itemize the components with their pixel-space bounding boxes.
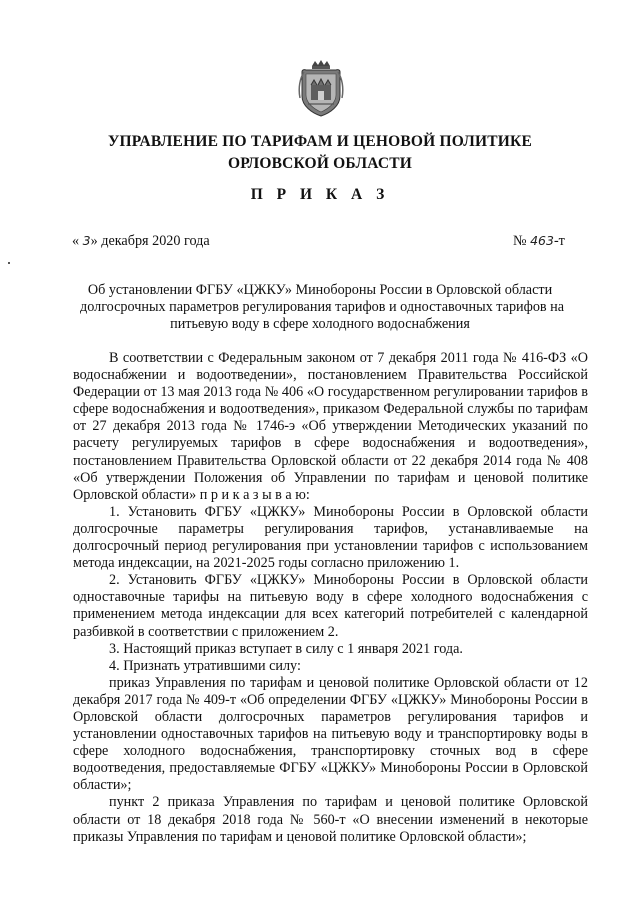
organization-name-line1: УПРАВЛЕНИЕ ПО ТАРИФАМ И ЦЕНОВОЙ ПОЛИТИКЕ	[107, 133, 533, 150]
date-month-year: » декабря 2020 года	[90, 233, 210, 249]
date-day-handwritten: 3	[82, 233, 91, 248]
organization-name-line2: ОРЛОВСКОЙ ОБЛАСТИ	[227, 155, 413, 172]
scan-mark	[8, 262, 10, 264]
document-subject	[80, 282, 565, 333]
coat-of-arms-emblem	[298, 58, 344, 118]
body-paragraph-item-1: 1. Установить ФГБУ «ЦЖКУ» Минобороны России в Орловской области долгосрочные параметры регулирования тарифов, устанавливаемые на долгосрочный период регулирования при установлении тарифов с использованием метода индексации, на 2021-2025 годы согласно приложению 1.	[73, 503, 588, 572]
number-handwritten: 463	[530, 233, 554, 248]
date-open-quote: «	[72, 233, 80, 249]
number-prefix: №	[513, 233, 527, 249]
body-paragraph-item-2: 2. Установить ФГБУ «ЦЖКУ» Минобороны России в Орловской области одноставочные тарифы на питьевую воду в сфере холодного водоснабжения с применением метода индексации для всех категорий потребителей с календарной разбивкой в соответствии с приложением 2.	[73, 572, 588, 640]
subject-line: долгосрочных параметров регулирования тарифов и одноставочных тарифов на	[80, 299, 565, 315]
document-body	[73, 350, 588, 846]
document-number	[513, 233, 565, 250]
document-date	[72, 233, 210, 250]
body-paragraph-item-3: 3. Настоящий приказ вступает в силу с 1 января 2021 года.	[109, 640, 463, 657]
body-paragraph-repealed-order-1: приказ Управления по тарифам и ценовой политике Орловской области от 12 декабря 2017 года № 409-т «Об определении ФГБУ «ЦЖКУ» Минобороны России в Орловской области долгосрочных параметров регулирования тарифов и установлении одноставочных тарифов на питьевую воду и транспортировку воды в сфере холодного водоснабжения, транспортировку сточных вод в сфере водоотведения, предоставляемые ФГБУ «ЦЖКУ» Минобороны России в Орловской области»;	[73, 674, 588, 794]
document-type-title: П Р И К А З	[250, 186, 390, 203]
body-paragraph-preamble: В соответствии с Федеральным законом от 7 декабря 2011 года № 416-ФЗ «О водоснабжении и водоотведении», постановлением Правительства Российской Федерации от 13 мая 2013 года № 406 «О государственном регулировании тарифов в сфере водоснабжения и водоотведения», приказом Федеральной службы по тарифам от 27 декабря 2013 года № 1746-э «Об утверждении Методических указаний по расчету регулируемых тарифов в сфере водоснабжения и водоотведения», постановлением Правительства Орловской области от 22 декабря 2014 года № 408 «Об утверждении Положения об Управлении по тарифам и ценовой политике Орловской области» п р и к а з ы в а ю:	[73, 350, 588, 503]
subject-line: питьевую воду в сфере холодного водоснабжения	[170, 316, 470, 332]
subject-line: Об установлении ФГБУ «ЦЖКУ» Минобороны России в Орловской области	[87, 282, 553, 298]
body-paragraph-item-4: 4. Признать утратившими силу:	[109, 657, 301, 674]
number-suffix: -т	[553, 233, 565, 249]
body-paragraph-repealed-order-2: пункт 2 приказа Управления по тарифам и ценовой политике Орловской области от 18 декабря 2018 года № 560-т «О внесении изменений в некоторые приказы Управления по тарифам и ценовой политике Орловской области»;	[73, 794, 588, 845]
